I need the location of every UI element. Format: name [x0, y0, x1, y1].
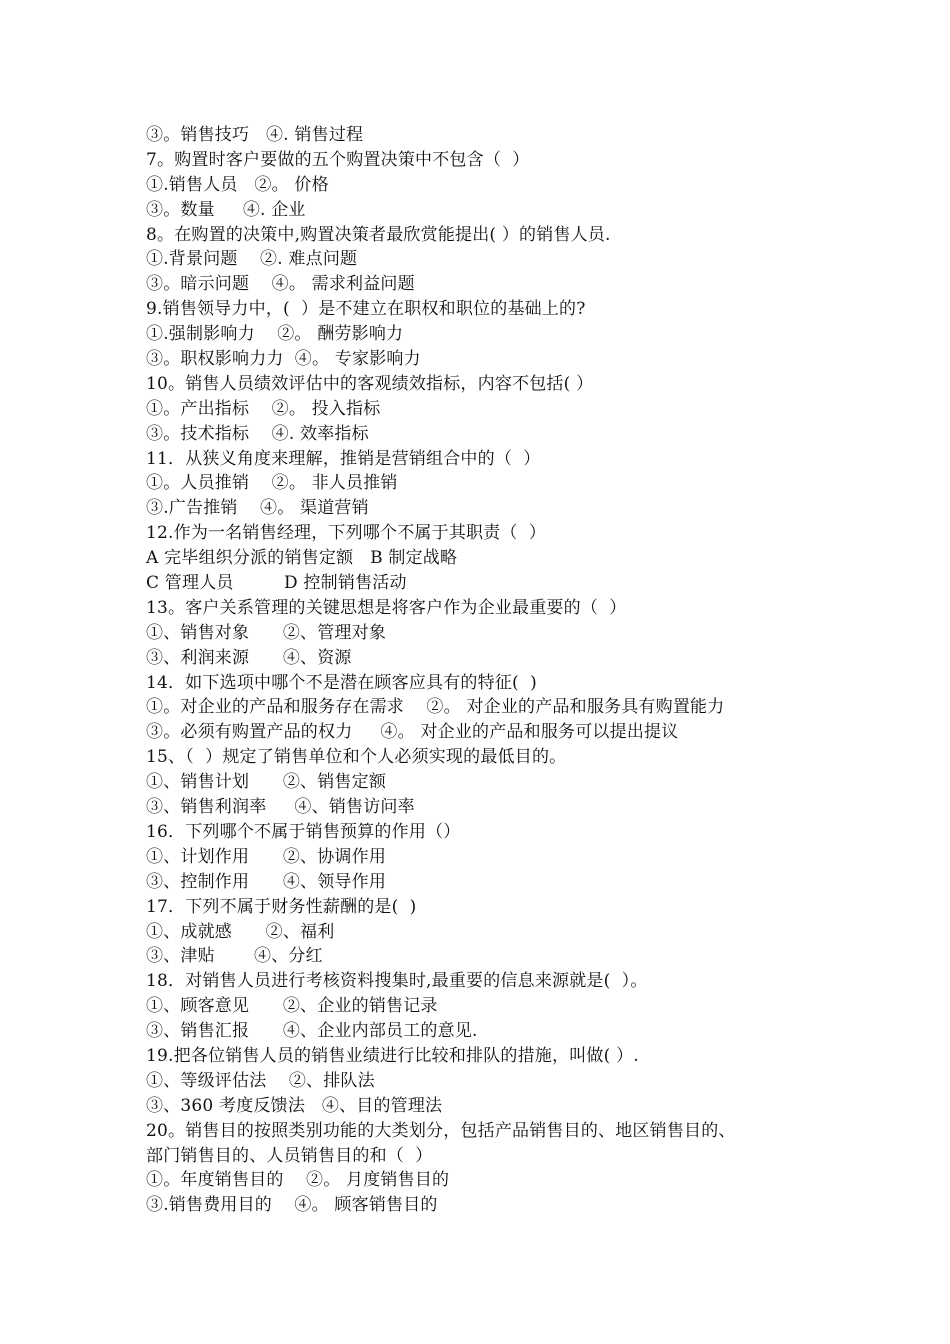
- question-line: 18．对销售人员进行考核资料搜集时,最重要的信息来源就是( ）。: [146, 971, 648, 992]
- option-line: ①、销售计划 ②、销售定额: [146, 772, 387, 793]
- document-body: [146, 123, 846, 1218]
- option-line: ①。人员推销 ②。 非人员推销: [146, 473, 398, 494]
- option-line: ③。职权影响力力 ④。 专家影响力: [146, 349, 421, 370]
- question-line: 17．下列不属于财务性薪酬的是( ): [146, 896, 417, 917]
- option-line: ①.销售人员 ②。 价格: [146, 174, 329, 195]
- option-line: ③。技术指标 ④. 效率指标: [146, 423, 369, 444]
- question-line: 12.作为一名销售经理，下列哪个不属于其职责（ ）: [146, 523, 547, 544]
- option-line: ①、顾客意见 ②、企业的销售记录: [146, 996, 438, 1017]
- option-line: ①.背景问题 ②. 难点问题: [146, 249, 358, 270]
- option-line: C 管理人员 D 控制销售活动: [146, 573, 407, 594]
- option-line: ①.强制影响力 ②。 酬劳影响力: [146, 324, 404, 345]
- option-line: ③、360 考度反馈法 ④、目的管理法: [146, 1095, 443, 1116]
- option-line: ③、销售利润率 ④、销售访问率: [146, 797, 415, 818]
- option-line: ③。销售技巧 ④. 销售过程: [146, 125, 364, 145]
- question-line: 9.销售领导力中，( ）是不建立在职权和职位的基础上的?: [146, 299, 586, 320]
- option-line: ③.广告推销 ④。 渠道营销: [146, 498, 369, 519]
- option-line: A 完毕组织分派的销售定额 B 制定战略: [146, 548, 458, 569]
- option-line: ①。对企业的产品和服务存在需求 ②。 对企业的产品和服务具有购置能力: [146, 697, 725, 718]
- option-line: ③.销售费用目的 ④。 顾客销售目的: [146, 1195, 438, 1216]
- question-line: 10。销售人员绩效评估中的客观绩效指标，内容不包括( ）: [146, 373, 594, 394]
- question-line: 15、（ ）规定了销售单位和个人必须实现的最低目的。: [146, 747, 567, 768]
- question-line-continued: 部门销售目的、人员销售目的和（ ）: [146, 1145, 433, 1166]
- option-line: ③、控制作用 ④、领导作用: [146, 871, 387, 892]
- option-line: ③。必须有购置产品的权力 ④。 对企业的产品和服务可以提出提议: [146, 722, 679, 743]
- option-line: ③。暗示问题 ④。 需求利益问题: [146, 274, 415, 295]
- option-line: ③。数量 ④. 企业: [146, 199, 306, 220]
- option-line: ①。年度销售目的 ②。 月度销售目的: [146, 1170, 450, 1191]
- option-line: ③、销售汇报 ④、企业内部员工的意见.: [146, 1021, 478, 1042]
- question-line: 14．如下选项中哪个不是潜在顾客应具有的特征( ): [146, 672, 537, 693]
- option-line: ①、等级评估法 ②、排队法: [146, 1070, 375, 1091]
- option-line: ③、津贴 ④、分红: [146, 946, 323, 967]
- question-line: 16．下列哪个不属于销售预算的作用（）: [146, 821, 461, 842]
- question-line: 19.把各位销售人员的销售业绩进行比较和排队的措施，叫做( ）.: [146, 1045, 639, 1066]
- question-line: 8。在购置的决策中,购置决策者最欣赏能提出( ）的销售人员.: [146, 224, 611, 245]
- option-line: ①、销售对象 ②、管理对象: [146, 622, 387, 643]
- question-line: 11．从狭义角度来理解，推销是营销组合中的（ ）: [146, 448, 541, 469]
- question-line: 13。客户关系管理的关键思想是将客户作为企业最重要的（ ）: [146, 597, 627, 618]
- question-line: 7。购置时客户要做的五个购置决策中不包含（ ）: [146, 149, 530, 170]
- question-line: 20。销售目的按照类别功能的大类划分，包括产品销售目的、地区销售目的、: [146, 1120, 736, 1141]
- option-line: ①、成就感 ②、福利: [146, 921, 335, 942]
- option-line: ③、利润来源 ④、资源: [146, 647, 352, 668]
- option-line: ①。产出指标 ②。 投入指标: [146, 398, 381, 419]
- option-line: ①、计划作用 ②、协调作用: [146, 846, 387, 867]
